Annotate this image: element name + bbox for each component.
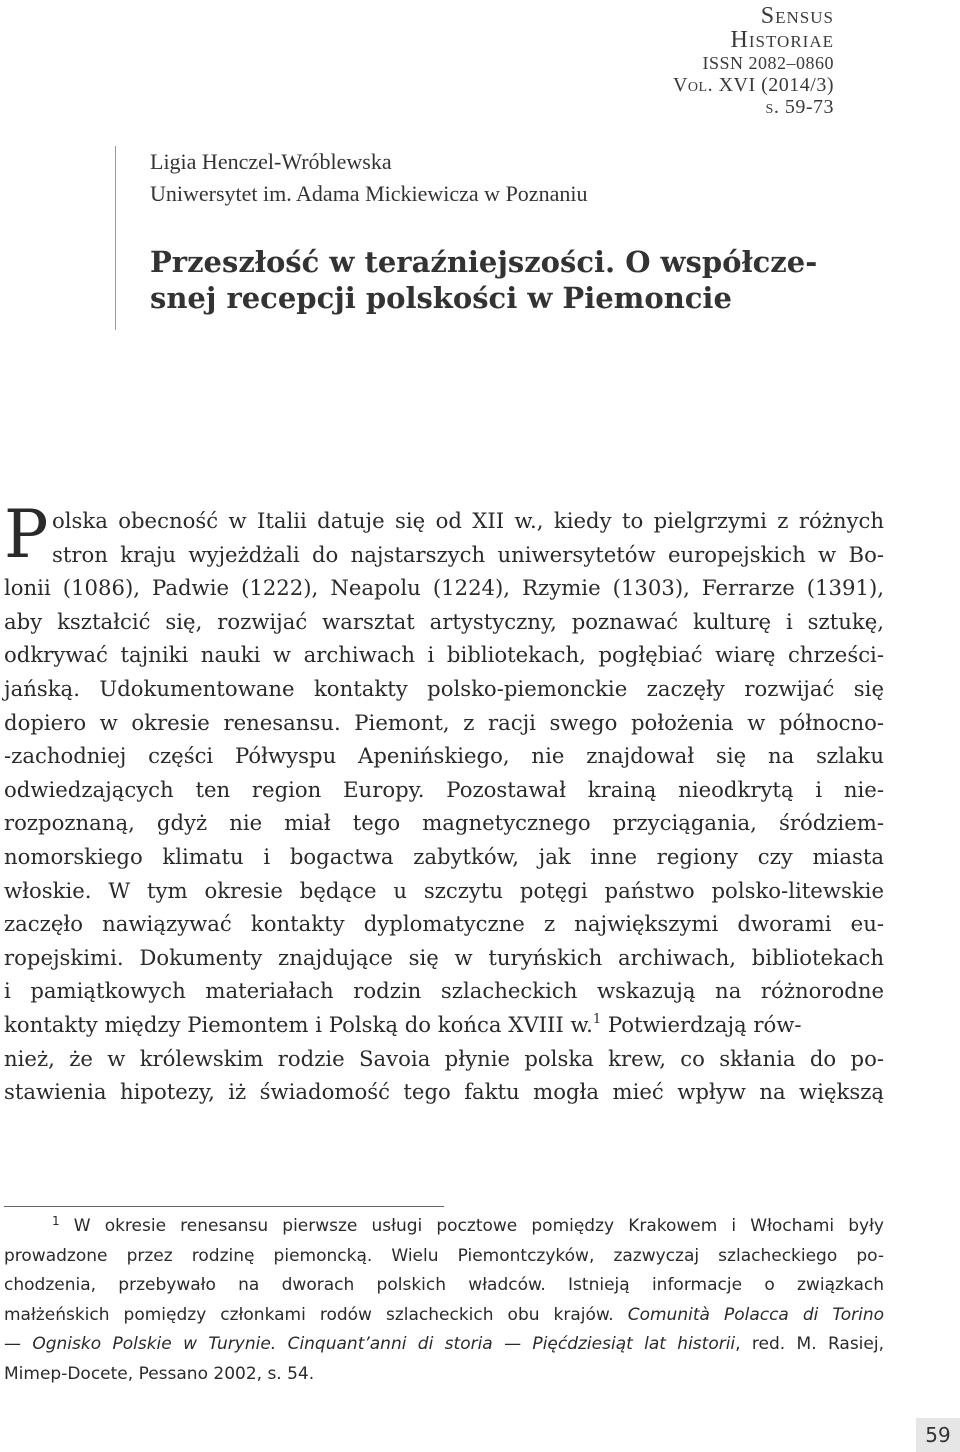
body-line-text: ież, że w królewskim rodzie Savoia płynie polska krew, co skłania do po- bbox=[17, 1045, 884, 1071]
body-line: włoskie. W tym okresie będące u szczytu potęgi państwo polsko-litewskie bbox=[4, 877, 884, 903]
journal-volume: Vol. XVI (2014/3) bbox=[672, 74, 834, 96]
footnote-line: Mimep-Docete, Pessano 2002, s. 54. bbox=[4, 1363, 315, 1384]
journal-issn: ISSN 2082–0860 bbox=[702, 53, 834, 73]
body-line: stawienia hipotezy, iż świadomość tego faktu mogła mieć wpływ na większą bbox=[4, 1079, 884, 1105]
author-block bbox=[150, 146, 587, 210]
footnote-number: 1 bbox=[52, 1214, 60, 1228]
title-line-2: snej recepcji polskości w Piemoncie bbox=[150, 281, 732, 315]
footnote-line bbox=[4, 1212, 884, 1242]
journal-header bbox=[594, 4, 834, 118]
body-line-prefix: n bbox=[4, 1045, 18, 1071]
body-line: odkrywać tajniki nauki w archiwach i bibliotekach, pogłębiać wiarę chrześci- bbox=[4, 642, 884, 668]
title-line-1: Przeszłość w teraźniejszości. O współcze- bbox=[150, 245, 818, 279]
body-line: i pamiątkowych materiałach rodzin szlacheckich wskazują na różnorodne bbox=[4, 978, 884, 1004]
vertical-divider bbox=[115, 146, 116, 330]
article-title bbox=[150, 244, 910, 316]
body-line: -zachodniej części Półwyspu Apenińskiego, nie znajdował się na szlaku bbox=[4, 743, 884, 769]
body-text bbox=[4, 496, 884, 1109]
footnote-italic-title: — Ognisko Polskie w Turynie. Cinquant’anni di storia — Pięćdziesiąt lat historii bbox=[4, 1334, 736, 1354]
body-line: olska obecność w Italii datuje się od XII w., kiedy to pielgrzymi z różnych bbox=[52, 508, 884, 533]
footnote-line bbox=[4, 1330, 884, 1360]
body-line: aby kształcić się, rozwijać warsztat artystyczny, poznawać kulturę i sztukę, bbox=[4, 608, 884, 634]
journal-pages: s. 59-73 bbox=[765, 96, 834, 118]
author-affiliation: Uniwersytet im. Adama Mickiewicza w Poznaniu bbox=[150, 181, 588, 206]
author-name: Ligia Henczel-Wróblewska bbox=[150, 149, 392, 174]
body-line: dopiero w okresie renesansu. Piemont, z racji swego położenia w północno- bbox=[4, 709, 884, 735]
footnotes bbox=[4, 1212, 884, 1389]
footnote-divider bbox=[4, 1206, 444, 1207]
body-line-continuation: Potwierdzają rów- bbox=[601, 1011, 802, 1037]
body-line: stron kraju wyjeżdżali do najstarszych uniwersytetów europejskich w Bo- bbox=[52, 541, 884, 567]
footnote-text: W okresie renesansu pierwsze usługi pocztowe pomiędzy Krakowem i Włochami były bbox=[73, 1216, 884, 1236]
footnote-line: prowadzone przez rodzinę piemoncką. Wielu Piemontczyków, zazwyczaj szlacheckiego po- bbox=[4, 1245, 884, 1266]
body-line: jańską. Udokumentowane kontakty polsko-piemonckie zaczęły rozwijać się bbox=[4, 675, 884, 701]
body-line-with-footnote bbox=[4, 1008, 884, 1042]
page-number: 59 bbox=[916, 1418, 960, 1452]
footnote-reference[interactable]: 1 bbox=[592, 1011, 602, 1027]
footnote-text: małżeńskich pomiędzy członkami rodów szlacheckich obu krajów. bbox=[4, 1304, 628, 1325]
journal-name-line1: Sensus bbox=[760, 3, 834, 29]
body-line-text: kontakty między Piemontem i Polską do końca XVIII w. bbox=[4, 1011, 593, 1037]
journal-name-line2: Historiae bbox=[730, 27, 834, 53]
footnote-line: chodzenia, przebywało na dworach polskich władców. Istnieją informacje o związkach bbox=[4, 1275, 884, 1295]
body-line: nomorskiego klimatu i bogactwa zabytków, jak inne regiony czy miasta bbox=[4, 843, 884, 869]
body-line: ropejskimi. Dokumenty znajdujące się w turyńskich archiwach, bibliotekach bbox=[4, 944, 884, 970]
footnote-text: , red. M. Rasiej, bbox=[735, 1334, 884, 1354]
body-line: rozpoznaną, gdyż nie miał tego magnetycznego przyciągania, śródziem- bbox=[4, 810, 884, 836]
body-line bbox=[4, 1042, 884, 1076]
body-line: lonii (1086), Padwie (1222), Neapolu (1224), Rzymie (1303), Ferrarze (1391), bbox=[4, 575, 884, 601]
body-line: zaczęło nawiązywać kontakty dyplomatyczne z największymi dworami eu- bbox=[4, 911, 884, 937]
footnote-line bbox=[4, 1301, 884, 1331]
footnote-italic-title: Comunità Polacca di Torino bbox=[627, 1304, 884, 1325]
body-line: odwiedzających ten region Europy. Pozostawał krainą nieodkrytą i nie- bbox=[4, 776, 884, 802]
drop-cap: P bbox=[4, 496, 49, 573]
